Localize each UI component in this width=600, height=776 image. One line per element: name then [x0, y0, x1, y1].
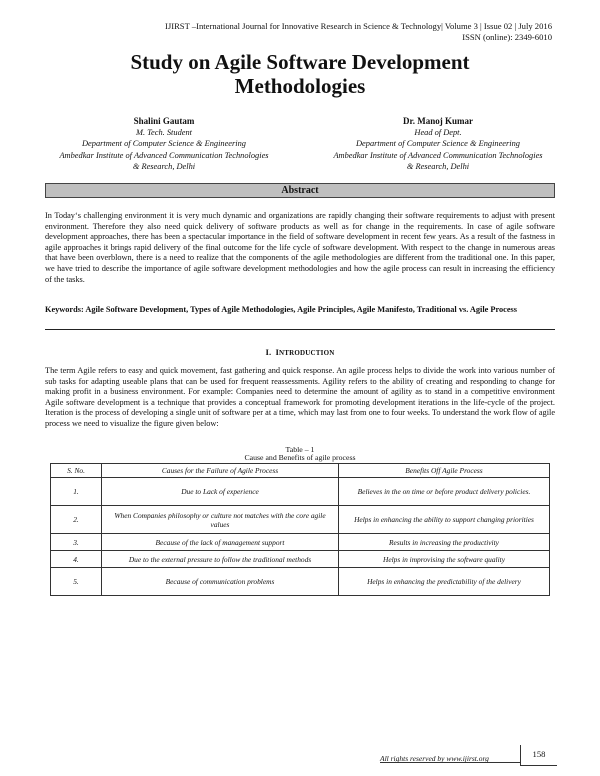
table-row [51, 506, 550, 534]
cell-benefit: Helps in enhancing the predictability of the delivery [339, 568, 550, 596]
cell-benefit: Helps in enhancing the ability to support changing priorities [339, 506, 550, 534]
causes-benefits-table [50, 463, 550, 596]
table-row [51, 568, 550, 596]
cell-sno: 5. [51, 568, 102, 596]
cell-cause: Because of the lack of management support [102, 534, 339, 551]
section-heading [0, 347, 600, 357]
abstract-text: In Today‘s challenging environment it is very much dynamic and organizations are rapidly changing their software requirements to adjust with present environment. Therefore they also need quick delivery of software products as well as for change in the requirements. In case of agile software development approaches, there has been a spectacular importance in the field of software development in recent few years. As a result of the fastness in agile approaches it brings rapid delivery of the final outcome for the life cycle of software development. With respect to the change in numerous areas that have been overblown, there is a need to realize that the components of the agile methodologies are different from the traditional one. In this paper, we have tried to describe the importance of agile software development methodologies and how the agile process can result in increasing the efficiency of the tasks. [45, 211, 555, 284]
author-role: Head of Dept. [414, 128, 462, 138]
page-number: 158 [520, 745, 557, 766]
section-divider [45, 329, 555, 330]
table-row [51, 551, 550, 568]
author-block-2 [298, 116, 578, 172]
author-name: Dr. Manoj Kumar [403, 116, 473, 126]
cell-cause: Due to the external pressure to follow the traditional methods [102, 551, 339, 568]
cell-benefit: Helps in improvising the software quality [339, 551, 550, 568]
table-row [51, 534, 550, 551]
paper-title [60, 50, 540, 98]
journal-website: www.ijirst.org [446, 754, 489, 763]
section-title-rest: NTRODUCTION [278, 349, 335, 357]
table-subcaption: Cause and Benefits of agile process [244, 453, 356, 462]
author-block-1 [24, 116, 304, 172]
cell-sno: 3. [51, 534, 102, 551]
cell-sno: 2. [51, 506, 102, 534]
author-department: Department of Computer Science & Engineering [82, 139, 246, 149]
author-role: M. Tech. Student [136, 128, 192, 138]
cell-cause: Because of communication problems [102, 568, 339, 596]
author-institution: Ambedkar Institute of Advanced Communication Technologies [59, 150, 269, 160]
title-line-2: Methodologies [234, 74, 366, 98]
header-benefits: Benefits Off Agile Process [339, 464, 550, 478]
introduction-text: The term Agile refers to easy and quick movement, fast gathering and quick response. An agile process helps to divide the work into various number of sub tasks for adapting useable plans that can be used for frequent reassessments. Agility refers to the ability of creating and responding to change for making profit in a business environment. For example: Companies need to determine the amount of agility as to stand in a competitive environment Agile software development is a technique that provides a conceptual framework for promoting development iterations in the life-cycle of the project. Iteration is the process of developing a single unit of software per at a time, which may last from one to four weeks. To understand the work flow of agile process we need to visualize the figure given below: [45, 366, 555, 428]
cell-cause: When Companies philosophy or culture not matches with the core agile values [102, 506, 339, 534]
cell-benefit: Results in increasing the productivity [339, 534, 550, 551]
cell-cause: Due to Lack of experience [102, 478, 339, 506]
header-sno: S. No. [51, 464, 102, 478]
author-place: & Research, Delhi [406, 161, 470, 171]
abstract-heading: Abstract [45, 183, 555, 198]
cell-sno: 4. [51, 551, 102, 568]
issn-line: ISSN (online): 2349-6010 [462, 32, 552, 42]
table-caption: Table – 1 [285, 445, 315, 454]
table-row [51, 478, 550, 506]
title-line-1: Study on Agile Software Development [130, 50, 470, 74]
author-name: Shalini Gautam [133, 116, 195, 126]
table-header-row [51, 464, 550, 478]
author-department: Department of Computer Science & Engineering [356, 139, 520, 149]
keywords: Keywords: Agile Software Development, Types of Agile Methodologies, Agile Principles, Agile Manifesto, Traditional vs. Agile Process [45, 305, 517, 314]
cell-benefit: Believes in the on time or before product delivery policies. [339, 478, 550, 506]
header-causes: Causes for the Failure of Agile Process [102, 464, 339, 478]
rights-text: All rights reserved by [380, 754, 445, 763]
footer-rule [380, 762, 520, 763]
section-initial: I [275, 347, 279, 357]
author-institution: Ambedkar Institute of Advanced Communication Technologies [333, 150, 543, 160]
journal-header: IJIRST –International Journal for Innovative Research in Science & Technology| Volume 3 | Issue 02 | July 2016 [165, 21, 552, 31]
section-numeral: I. [265, 347, 272, 357]
cell-sno: 1. [51, 478, 102, 506]
author-place: & Research, Delhi [132, 161, 196, 171]
